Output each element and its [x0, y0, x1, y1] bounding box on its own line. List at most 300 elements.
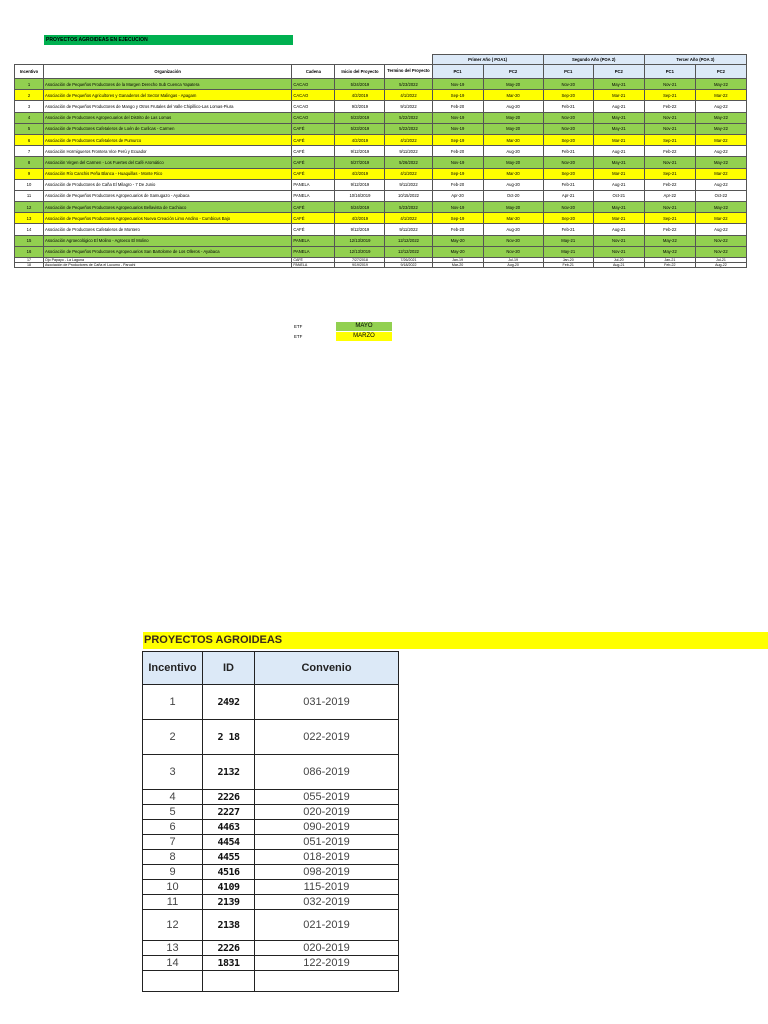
cell-y3-pc1: Feb-22 — [644, 263, 695, 268]
cell-id: 2226 — [203, 790, 255, 805]
cell-y1-pc1: Feb-20 — [432, 101, 483, 112]
cell-termino: 4/1/2022 — [385, 168, 432, 179]
cell-inicio: 5/23/2019 — [335, 112, 385, 123]
cell-inicio: 7/27/2018 — [335, 258, 385, 263]
cell-organizacion: Asociación de Productores Cafetaleros de Montero — [44, 224, 292, 235]
table-row — [143, 941, 399, 956]
header-pc1: PC1 — [543, 65, 593, 79]
cell-organizacion: Asociación Agroecológico El Molino - Agroeco El Molino — [44, 235, 292, 246]
cell-y3-pc1: May-22 — [644, 246, 695, 257]
legend-mayo — [294, 322, 394, 331]
cell-y1-pc1: Feb-20 — [432, 179, 483, 190]
cell-y2-pc2: Mar-21 — [593, 134, 644, 145]
cell-organizacion: Asociación Río Canchis Peña Blanca - Huaquillas - Monte Rico — [44, 168, 292, 179]
header-organizacion: Organización — [44, 65, 292, 79]
cell-y1-pc2: Aug-20 — [483, 263, 543, 268]
cell-organizacion: Asociación de Pequeños Productores Agropecuarios San Bartolome de Los Olleros - Ayabaca — [44, 246, 292, 257]
cell-organizacion: Asociación Virgen del Carmen - Los Fuertes del Café Aromático — [44, 157, 292, 168]
cell-cadena: CAFÉ — [292, 123, 335, 134]
cell-inicio: 12/13/2019 — [335, 246, 385, 257]
table-row — [15, 134, 747, 145]
table-row — [15, 168, 747, 179]
cell-y2-pc2: Aug-21 — [593, 263, 644, 268]
table-row — [15, 263, 747, 268]
cell-incentivo: 13 — [143, 941, 203, 956]
cell-convenio: 051-2019 — [255, 835, 399, 850]
cell-convenio: 018-2019 — [255, 850, 399, 865]
cell-id: 2227 — [203, 805, 255, 820]
cell-cadena: PANELA — [292, 235, 335, 246]
cell-y1-pc2: May-20 — [483, 79, 543, 90]
cell-incentivo: 17 — [15, 258, 44, 263]
cell-y3-pc1: Sep-21 — [644, 168, 695, 179]
cell-y3-pc2: Nov-22 — [695, 235, 746, 246]
cell-id: 2139 — [203, 895, 255, 910]
cell-y3-pc1: Nov-21 — [644, 79, 695, 90]
table-row — [143, 850, 399, 865]
cell-y1-pc1: Apr-20 — [432, 190, 483, 201]
cell-y2-pc2: Aug-21 — [593, 179, 644, 190]
cell-y1-pc2: May-20 — [483, 123, 543, 134]
cell-incentivo: 9 — [143, 865, 203, 880]
cell-termino: 10/15/2022 — [385, 190, 432, 201]
cell-cadena: CAFÉ — [292, 213, 335, 224]
cell-termino: 9/11/2022 — [385, 224, 432, 235]
cell-y1-pc1: Sep-19 — [432, 90, 483, 101]
cell-inicio: 4/2/2019 — [335, 134, 385, 145]
cell-y3-pc2: Mar-22 — [695, 90, 746, 101]
cell-termino: 9/1/2022 — [385, 101, 432, 112]
cell-y1-pc1: May-20 — [432, 235, 483, 246]
table-row — [15, 157, 747, 168]
projects-table — [14, 54, 747, 268]
cell-incentivo: 15 — [15, 235, 44, 246]
cell-id: 4463 — [203, 820, 255, 835]
cell-id: 2492 — [203, 685, 255, 720]
cell-y2-pc2: Mar-21 — [593, 213, 644, 224]
cell-y3-pc1: Feb-22 — [644, 179, 695, 190]
cell-cadena: PANELA — [292, 179, 335, 190]
table-row — [15, 123, 747, 134]
cell-y1-pc2: Mar-20 — [483, 213, 543, 224]
cell-organizacion: Asociación de Productores Cafetaleros de Pumurco — [44, 134, 292, 145]
cell-organizacion: Asociación de Pequeños Productores Agropecuarios Nueva Creación Limo Andino - Cumbicus Bajo — [44, 213, 292, 224]
header-id: ID — [203, 652, 255, 685]
cell-id: 4516 — [203, 865, 255, 880]
cell-incentivo: 14 — [143, 956, 203, 971]
cell-incentivo: 5 — [15, 123, 44, 134]
header-year1: Primer Año ( POA1) — [432, 55, 543, 65]
cell-termino: 5/23/2022 — [385, 202, 432, 213]
cell-cadena: CAFÉ — [292, 168, 335, 179]
cell-y2-pc1: Sep-20 — [543, 90, 593, 101]
cell-incentivo: 1 — [143, 685, 203, 720]
cell-id: 4455 — [203, 850, 255, 865]
cell-y3-pc1: May-22 — [644, 235, 695, 246]
cell-y1-pc1: Nov-19 — [432, 202, 483, 213]
cell-termino: 4/1/2022 — [385, 90, 432, 101]
cell-y1-pc1: Sep-19 — [432, 213, 483, 224]
cell-incentivo: 8 — [143, 850, 203, 865]
cell-cadena: CAFÉ — [292, 258, 335, 263]
cell-y1-pc2: Aug-20 — [483, 101, 543, 112]
table-row — [143, 820, 399, 835]
cell-termino: 4/1/2022 — [385, 134, 432, 145]
cell-y3-pc2: May-22 — [695, 157, 746, 168]
table-row — [143, 685, 399, 720]
table-row — [15, 179, 747, 190]
cell-organizacion: Asociación de Pequeños Productores de la Margen Derecho Sub Cuenca Yapatera — [44, 79, 292, 90]
cell-y1-pc1: Nov-19 — [432, 123, 483, 134]
cell-organizacion: Asociación de Pequeños Productores Agropecuarios de Samugazo - Ayabaca — [44, 190, 292, 201]
cell-cadena: CAFÉ — [292, 202, 335, 213]
legend-marzo — [294, 332, 394, 341]
cell-y3-pc1: Feb-22 — [644, 224, 695, 235]
cell-y2-pc1: May-21 — [543, 246, 593, 257]
cell-inicio: 9/2/2019 — [335, 101, 385, 112]
cell-inicio: 5/24/2019 — [335, 202, 385, 213]
cell-organizacion: Asociación Hormigueros Frontera Vice Perú y Ecuador — [44, 146, 292, 157]
cell-y2-pc1: Feb-21 — [543, 224, 593, 235]
header-pc1: PC1 — [644, 65, 695, 79]
cell-y2-pc1: Nov-20 — [543, 202, 593, 213]
cell-y1-pc1: Sep-19 — [432, 134, 483, 145]
cell-y1-pc1: Nov-19 — [432, 157, 483, 168]
cell-convenio: 031-2019 — [255, 685, 399, 720]
cell-incentivo: 10 — [15, 179, 44, 190]
header-incentivo: Incentivo — [15, 65, 44, 79]
table-row — [143, 971, 399, 992]
cell-termino: 12/12/2022 — [385, 235, 432, 246]
cell-y2-pc1: May-21 — [543, 235, 593, 246]
cell-y2-pc1: Sep-20 — [543, 134, 593, 145]
table-row — [143, 835, 399, 850]
cell-organizacion: Asociación de Productores de Caña El Milagro - 7 De Junio — [44, 179, 292, 190]
cell-y3-pc1: Feb-22 — [644, 101, 695, 112]
cell-y3-pc2: May-22 — [695, 123, 746, 134]
cell-y1-pc2: Mar-20 — [483, 168, 543, 179]
cell-y2-pc2: May-21 — [593, 79, 644, 90]
cell-inicio: 10/16/2019 — [335, 190, 385, 201]
cell-id — [203, 971, 255, 992]
table-row — [15, 112, 747, 123]
cell-organizacion: Asociación de Productores Cafetaleros de Loén de Curilcas - Carmen — [44, 123, 292, 134]
cell-inicio: 5/27/2019 — [335, 157, 385, 168]
cell-inicio: 5/23/2019 — [335, 123, 385, 134]
cell-y3-pc2: May-22 — [695, 202, 746, 213]
cell-y1-pc1: Nov-19 — [432, 79, 483, 90]
table-row — [143, 956, 399, 971]
cell-convenio: 020-2019 — [255, 941, 399, 956]
cell-y1-pc2: Nov-20 — [483, 246, 543, 257]
cell-incentivo: 6 — [143, 820, 203, 835]
cell-y1-pc1: Feb-20 — [432, 224, 483, 235]
header-inicio: Inicio del Proyecto — [335, 65, 385, 79]
cell-y1-pc2: Nov-20 — [483, 235, 543, 246]
cell-incentivo: 1 — [15, 79, 44, 90]
cell-y2-pc2: May-21 — [593, 112, 644, 123]
table-row — [143, 910, 399, 941]
cell-y1-pc1: May-20 — [432, 246, 483, 257]
cell-incentivo: 7 — [143, 835, 203, 850]
cell-y1-pc2: Aug-20 — [483, 224, 543, 235]
cell-y2-pc2: May-21 — [593, 157, 644, 168]
table-row — [15, 224, 747, 235]
cell-y3-pc2: May-22 — [695, 112, 746, 123]
table-row — [15, 190, 747, 201]
cell-incentivo: 2 — [143, 720, 203, 755]
table-row — [143, 755, 399, 790]
table-row — [15, 246, 747, 257]
cell-organizacion: Asociación de Productores de Caña el Lucumo - Paruchi — [44, 263, 292, 268]
cell-y3-pc2: May-22 — [695, 79, 746, 90]
table-row — [15, 101, 747, 112]
cell-organizacion: Asociación de Pequeños Productores de Mango y Otros Frutales del Valle Chipillico-Las Lomas-Piura — [44, 101, 292, 112]
table-row — [143, 720, 399, 755]
cell-convenio: 021-2019 — [255, 910, 399, 941]
cell-y2-pc1: Feb-21 — [543, 101, 593, 112]
table-row — [143, 865, 399, 880]
cell-y1-pc2: May-20 — [483, 112, 543, 123]
cell-convenio: 020-2019 — [255, 805, 399, 820]
cell-id: 4454 — [203, 835, 255, 850]
cell-convenio — [255, 971, 399, 992]
cell-incentivo: 12 — [15, 202, 44, 213]
cell-y2-pc1: Jan-20 — [543, 258, 593, 263]
cell-convenio: 032-2019 — [255, 895, 399, 910]
legend-label: ETF — [294, 324, 303, 329]
cell-y3-pc1: Sep-21 — [644, 90, 695, 101]
cell-incentivo: 7 — [15, 146, 44, 157]
cell-y1-pc2: Jul-19 — [483, 258, 543, 263]
cell-y1-pc2: May-20 — [483, 157, 543, 168]
cell-y2-pc1: Nov-20 — [543, 157, 593, 168]
cell-y2-pc1: Nov-20 — [543, 123, 593, 134]
cell-y2-pc1: Nov-20 — [543, 112, 593, 123]
cell-y2-pc2: Mar-21 — [593, 168, 644, 179]
cell-y3-pc2: Mar-22 — [695, 168, 746, 179]
cell-y3-pc2: Aug-22 — [695, 263, 746, 268]
header-year3: Tercer Año (POA 3) — [644, 55, 746, 65]
cell-incentivo: 5 — [143, 805, 203, 820]
cell-inicio: 4/2/2019 — [335, 90, 385, 101]
cell-y3-pc2: Aug-22 — [695, 179, 746, 190]
cell-y2-pc2: May-21 — [593, 202, 644, 213]
header-cadena: Cadena — [292, 65, 335, 79]
cell-inicio: 12/13/2019 — [335, 235, 385, 246]
cell-incentivo: 9 — [15, 168, 44, 179]
cell-cadena: CACAO — [292, 101, 335, 112]
cell-y2-pc2: Aug-21 — [593, 146, 644, 157]
cell-incentivo: 14 — [15, 224, 44, 235]
cell-cadena: CAFÉ — [292, 157, 335, 168]
cell-y1-pc2: Aug-20 — [483, 146, 543, 157]
cell-y3-pc2: Aug-22 — [695, 146, 746, 157]
cell-organizacion: Asociación de Pequeños Agricultores y Ganaderos del Sector Malingas - Apagam — [44, 90, 292, 101]
sheet-title: PROYECTOS AGROIDEAS EN EJECUCION — [44, 35, 293, 45]
cell-termino: 9/11/2022 — [385, 146, 432, 157]
header-year2: Segundo Año (POA 2) — [543, 55, 644, 65]
cell-cadena: CAFÉ — [292, 134, 335, 145]
cell-convenio: 022-2019 — [255, 720, 399, 755]
cell-incentivo: 3 — [15, 101, 44, 112]
header-pc2: PC2 — [695, 65, 746, 79]
header-termino: Termino del Proyecto — [385, 65, 432, 79]
cell-cadena: CACAO — [292, 90, 335, 101]
cell-y3-pc1: Feb-22 — [644, 146, 695, 157]
sheet2-title: PROYECTOS AGROIDEAS — [143, 632, 768, 649]
cell-y2-pc2: Jul-20 — [593, 258, 644, 263]
cell-incentivo: 6 — [15, 134, 44, 145]
table-row — [15, 235, 747, 246]
cell-y3-pc1: Nov-21 — [644, 123, 695, 134]
cell-incentivo: 13 — [15, 213, 44, 224]
cell-incentivo: 3 — [143, 755, 203, 790]
cell-inicio: 4/2/2019 — [335, 213, 385, 224]
cell-termino: 12/12/2022 — [385, 246, 432, 257]
cell-y2-pc1: Nov-20 — [543, 79, 593, 90]
legend-label: ETF — [294, 334, 303, 339]
cell-incentivo: 11 — [15, 190, 44, 201]
cell-y3-pc2: Nov-22 — [695, 246, 746, 257]
convenio-table — [142, 651, 399, 992]
cell-termino: 5/26/2022 — [385, 157, 432, 168]
table-row — [15, 90, 747, 101]
cell-termino: 9/11/2022 — [385, 179, 432, 190]
cell-y3-pc1: Nov-21 — [644, 112, 695, 123]
cell-inicio: 9/19/2019 — [335, 263, 385, 268]
cell-inicio: 9/12/2019 — [335, 179, 385, 190]
table-row — [143, 805, 399, 820]
cell-id: 2132 — [203, 755, 255, 790]
cell-y2-pc1: Apr-21 — [543, 190, 593, 201]
cell-y3-pc1: Jan-21 — [644, 258, 695, 263]
cell-y2-pc1: Feb-21 — [543, 263, 593, 268]
cell-cadena: CACAO — [292, 112, 335, 123]
cell-y1-pc2: Mar-20 — [483, 90, 543, 101]
cell-id: 2138 — [203, 910, 255, 941]
cell-incentivo: 12 — [143, 910, 203, 941]
cell-incentivo: 4 — [15, 112, 44, 123]
cell-id: 2 18 — [203, 720, 255, 755]
cell-cadena: CAFÉ — [292, 224, 335, 235]
cell-y1-pc2: Mar-20 — [483, 134, 543, 145]
cell-convenio: 055-2019 — [255, 790, 399, 805]
cell-organizacion: Ojo Papayo - La Laguna — [44, 258, 292, 263]
cell-y3-pc2: Mar-22 — [695, 134, 746, 145]
cell-termino: 9/18/2022 — [385, 263, 432, 268]
cell-y1-pc1: Jan-19 — [432, 258, 483, 263]
cell-y2-pc2: Oct-21 — [593, 190, 644, 201]
cell-convenio: 122-2019 — [255, 956, 399, 971]
table-row — [15, 146, 747, 157]
cell-organizacion: Asociación de Productores Agropecuarios del Distrito de Las Lomas — [44, 112, 292, 123]
cell-y3-pc1: Nov-21 — [644, 157, 695, 168]
cell-y1-pc2: May-20 — [483, 202, 543, 213]
cell-y2-pc1: Feb-21 — [543, 146, 593, 157]
cell-y3-pc1: Apr-22 — [644, 190, 695, 201]
cell-incentivo — [143, 971, 203, 992]
cell-y1-pc2: Oct-20 — [483, 190, 543, 201]
legend-value: MAYO — [336, 322, 392, 331]
cell-y2-pc2: Nov-21 — [593, 235, 644, 246]
cell-cadena: PANELA — [292, 246, 335, 257]
table-row — [15, 79, 747, 90]
cell-y3-pc1: Sep-21 — [644, 134, 695, 145]
cell-termino: 5/23/2022 — [385, 79, 432, 90]
cell-inicio: 5/24/2019 — [335, 79, 385, 90]
cell-inicio: 9/12/2019 — [335, 224, 385, 235]
cell-y1-pc1: Feb-20 — [432, 146, 483, 157]
header-incentivo: Incentivo — [143, 652, 203, 685]
cell-cadena: CAFÉ — [292, 146, 335, 157]
cell-y1-pc1: Sep-19 — [432, 168, 483, 179]
cell-termino: 5/22/2022 — [385, 123, 432, 134]
table-row — [15, 202, 747, 213]
cell-id: 1831 — [203, 956, 255, 971]
cell-y3-pc2: Jul-21 — [695, 258, 746, 263]
cell-y2-pc1: Sep-20 — [543, 168, 593, 179]
cell-organizacion: Asociación de Pequeños Productores Agropecuarios Bellavista de Cachiaco — [44, 202, 292, 213]
cell-incentivo: 11 — [143, 895, 203, 910]
cell-termino: 7/26/2021 — [385, 258, 432, 263]
cell-cadena: PANELA — [292, 263, 335, 268]
header-pc2: PC2 — [483, 65, 543, 79]
cell-incentivo: 10 — [143, 880, 203, 895]
cell-y3-pc1: Sep-21 — [644, 213, 695, 224]
cell-y2-pc2: Nov-21 — [593, 246, 644, 257]
cell-id: 2226 — [203, 941, 255, 956]
cell-incentivo: 2 — [15, 90, 44, 101]
cell-incentivo: 4 — [143, 790, 203, 805]
cell-y2-pc2: May-21 — [593, 123, 644, 134]
cell-y2-pc2: Aug-21 — [593, 101, 644, 112]
table-row — [143, 790, 399, 805]
cell-termino: 5/22/2022 — [385, 112, 432, 123]
cell-y3-pc2: Oct-22 — [695, 190, 746, 201]
cell-y3-pc2: Mar-22 — [695, 213, 746, 224]
cell-inicio: 4/2/2019 — [335, 168, 385, 179]
cell-incentivo: 16 — [15, 246, 44, 257]
cell-inicio: 9/12/2019 — [335, 146, 385, 157]
cell-y2-pc2: Mar-21 — [593, 90, 644, 101]
cell-convenio: 090-2019 — [255, 820, 399, 835]
header-convenio: Convenio — [255, 652, 399, 685]
table-row — [143, 895, 399, 910]
cell-convenio: 115-2019 — [255, 880, 399, 895]
cell-convenio: 086-2019 — [255, 755, 399, 790]
cell-y1-pc1: Mar-20 — [432, 263, 483, 268]
cell-cadena: CACAO — [292, 79, 335, 90]
header-pc2: PC2 — [593, 65, 644, 79]
cell-y1-pc2: Aug-20 — [483, 179, 543, 190]
cell-incentivo: 18 — [15, 263, 44, 268]
table-row — [143, 880, 399, 895]
cell-y3-pc2: Aug-22 — [695, 224, 746, 235]
cell-y2-pc1: Sep-20 — [543, 213, 593, 224]
cell-convenio: 098-2019 — [255, 865, 399, 880]
cell-y2-pc2: Aug-21 — [593, 224, 644, 235]
cell-incentivo: 8 — [15, 157, 44, 168]
cell-termino: 4/1/2022 — [385, 213, 432, 224]
cell-y3-pc2: Aug-22 — [695, 101, 746, 112]
header-pc1: PC1 — [432, 65, 483, 79]
cell-id: 4109 — [203, 880, 255, 895]
cell-y3-pc1: Nov-21 — [644, 202, 695, 213]
cell-cadena: PANELA — [292, 190, 335, 201]
cell-y2-pc1: Feb-21 — [543, 179, 593, 190]
legend-value: MARZO — [336, 332, 392, 341]
